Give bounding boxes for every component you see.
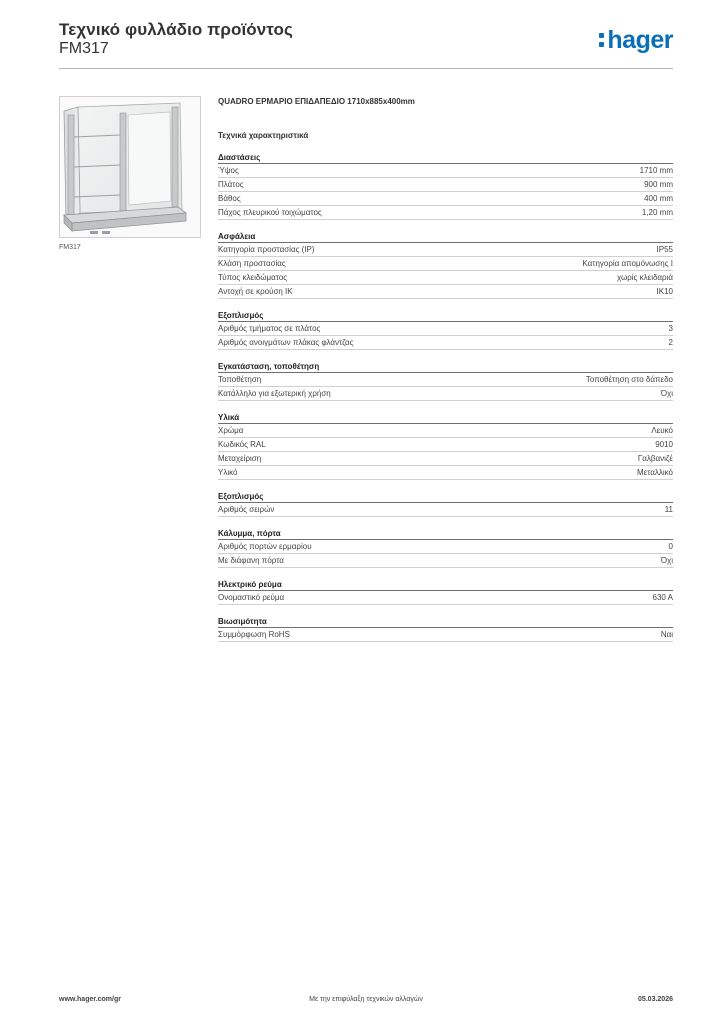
spec-value: 400 mm bbox=[644, 194, 673, 203]
spec-groups bbox=[218, 151, 673, 642]
spec-value: 630 A bbox=[652, 593, 673, 602]
spec-group bbox=[218, 309, 673, 350]
spec-label: Βάθος bbox=[218, 194, 241, 203]
spec-value: Ναι bbox=[660, 630, 673, 639]
spec-group bbox=[218, 360, 673, 401]
header-divider bbox=[59, 68, 673, 69]
logo-dots-icon bbox=[599, 33, 604, 47]
footer-url[interactable]: www.hager.com/gr bbox=[59, 996, 121, 1003]
spec-label: Αριθμός πορτών ερμαρίου bbox=[218, 542, 312, 551]
page-title: Τεχνικό φυλλάδιο προϊόντος bbox=[59, 20, 293, 39]
spec-value: IP55 bbox=[656, 245, 673, 254]
spec-group-title: Κάλυμμα, πόρτα bbox=[218, 527, 673, 540]
footer-note: Με την επιφύλαξη τεχνικών αλλαγών bbox=[309, 996, 423, 1003]
spec-row bbox=[218, 257, 673, 271]
page-footer bbox=[59, 996, 673, 1010]
spec-row bbox=[218, 466, 673, 480]
spec-row bbox=[218, 271, 673, 285]
spec-row bbox=[218, 628, 673, 642]
spec-label: Κατάλληλο για εξωτερική χρήση bbox=[218, 389, 331, 398]
spec-value: 9010 bbox=[655, 440, 673, 449]
spec-row bbox=[218, 243, 673, 257]
spec-value: 1,20 mm bbox=[641, 208, 673, 217]
spec-row bbox=[218, 322, 673, 336]
spec-group-title: Ηλεκτρικό ρεύμα bbox=[218, 578, 673, 591]
spec-label: Αριθμός ανοιγμάτων πλάκας φλάντζας bbox=[218, 338, 354, 347]
spec-value: Λευκό bbox=[651, 426, 673, 435]
spec-row bbox=[218, 336, 673, 350]
spec-row bbox=[218, 503, 673, 517]
product-code: FM317 bbox=[59, 40, 109, 57]
spec-label: Κωδικός RAL bbox=[218, 440, 266, 449]
spec-label: Αριθμός σειρών bbox=[218, 505, 275, 514]
spec-row bbox=[218, 387, 673, 401]
spec-group bbox=[218, 411, 673, 480]
spec-group-title: Εξοπλισμός bbox=[218, 490, 673, 503]
spec-row bbox=[218, 591, 673, 605]
spec-value: 11 bbox=[664, 505, 673, 514]
spec-value: χωρίς κλειδαριά bbox=[616, 273, 673, 282]
spec-label: Τύπος κλειδώματος bbox=[218, 273, 288, 282]
spec-label: Πάχος πλευρικού τοιχώματος bbox=[218, 208, 322, 217]
spec-label: Μεταχείριση bbox=[218, 454, 262, 463]
page-header bbox=[59, 20, 673, 70]
spec-row bbox=[218, 206, 673, 220]
spec-label: Χρώμα bbox=[218, 426, 244, 435]
spec-value: 3 bbox=[668, 324, 673, 333]
spec-group bbox=[218, 490, 673, 517]
spec-row bbox=[218, 452, 673, 466]
section-title: Τεχνικά χαρακτηριστικά bbox=[218, 131, 309, 140]
spec-value: Τοποθέτηση στο δάπεδο bbox=[585, 375, 673, 384]
spec-value: 0 bbox=[668, 542, 673, 551]
spec-group-title: Εξοπλισμός bbox=[218, 309, 673, 322]
spec-label: Κλάση προστασίας bbox=[218, 259, 286, 268]
spec-label: Υλικό bbox=[218, 468, 238, 477]
spec-group-title: Διαστάσεις bbox=[218, 151, 673, 164]
spec-value: Μεταλλικό bbox=[636, 468, 673, 477]
spec-group bbox=[218, 230, 673, 299]
spec-label: Αριθμός τμήματος σε πλάτος bbox=[218, 324, 321, 333]
spec-row bbox=[218, 178, 673, 192]
spec-group-title: Βιωσιμότητα bbox=[218, 615, 673, 628]
spec-value: Κατηγορία απομόνωσης I bbox=[582, 259, 673, 268]
spec-group-title: Εγκατάσταση, τοποθέτηση bbox=[218, 360, 673, 373]
spec-label: Τοποθέτηση bbox=[218, 375, 262, 384]
image-caption: FM317 bbox=[59, 244, 81, 251]
spec-group bbox=[218, 527, 673, 568]
spec-row bbox=[218, 192, 673, 206]
spec-group-title: Ασφάλεια bbox=[218, 230, 673, 243]
spec-group bbox=[218, 578, 673, 605]
spec-label: Ονομαστικό ρεύμα bbox=[218, 593, 285, 602]
spec-group-title: Υλικά bbox=[218, 411, 673, 424]
footer-date: 05.03.2026 bbox=[637, 996, 673, 1003]
spec-label: Πλάτος bbox=[218, 180, 244, 189]
spec-row bbox=[218, 540, 673, 554]
spec-row bbox=[218, 554, 673, 568]
spec-row bbox=[218, 373, 673, 387]
spec-label: Ύψος bbox=[218, 166, 239, 175]
spec-label: Αντοχή σε κρούση IK bbox=[218, 287, 293, 296]
spec-value: Όχι bbox=[660, 389, 673, 398]
product-image bbox=[59, 96, 201, 238]
spec-content bbox=[218, 96, 673, 642]
spec-value: 2 bbox=[668, 338, 673, 347]
spec-row bbox=[218, 438, 673, 452]
hager-logo bbox=[599, 26, 673, 54]
spec-value: 1710 mm bbox=[639, 166, 673, 175]
spec-value: IK10 bbox=[656, 287, 673, 296]
spec-label: Με διάφανη πόρτα bbox=[218, 556, 284, 565]
spec-value: Όχι bbox=[660, 556, 673, 565]
cabinet-illustration-icon bbox=[60, 97, 200, 237]
spec-row bbox=[218, 164, 673, 178]
product-name: QUADRO ΕΡΜΑΡΙΟ ΕΠΙΔΑΠΕΔΙΟ 1710x885x400mm bbox=[218, 97, 415, 106]
spec-group bbox=[218, 615, 673, 642]
spec-group bbox=[218, 151, 673, 220]
spec-row bbox=[218, 424, 673, 438]
spec-label: Συμμόρφωση RoHS bbox=[218, 630, 290, 639]
spec-value: Γαλβανιζέ bbox=[637, 454, 673, 463]
spec-value: 900 mm bbox=[644, 180, 673, 189]
logo-text: hager bbox=[607, 25, 673, 54]
spec-label: Κατηγορία προστασίας (IP) bbox=[218, 245, 315, 254]
spec-row bbox=[218, 285, 673, 299]
